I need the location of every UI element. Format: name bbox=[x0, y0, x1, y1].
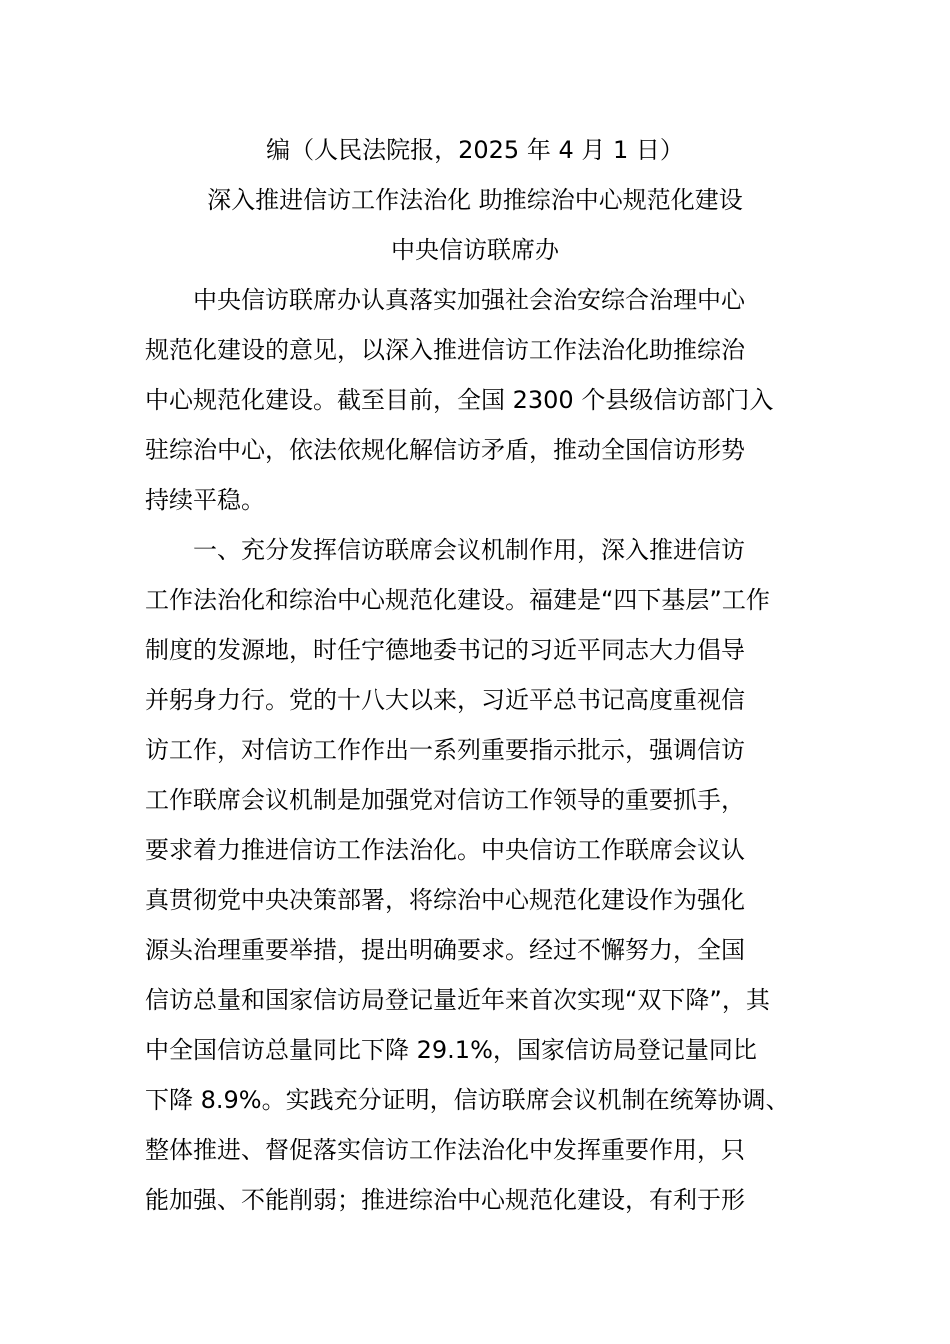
text-line: 中央信访联席办认真落实加强社会治安综合治理中心 bbox=[193, 286, 745, 314]
author-line: 中央信访联席办 bbox=[391, 236, 559, 264]
text-line: 规范化建设的意见，以深入推进信访工作法治化助推综治 bbox=[145, 336, 745, 364]
text-line: 一、充分发挥信访联席会议机制作用，深入推进信访 bbox=[193, 536, 745, 564]
text-line: 能加强、不能削弱；推进综治中心规范化建设，有利于形 bbox=[145, 1186, 745, 1214]
text-line: 整体推进、督促落实信访工作法治化中发挥重要作用，只 bbox=[145, 1136, 745, 1164]
text-line: 驻综治中心，依法依规化解信访矛盾，推动全国信访形势 bbox=[145, 436, 745, 464]
text-line: 信访总量和国家信访局登记量近年来首次实现“双下降”，其 bbox=[145, 986, 770, 1014]
text-line: 持续平稳。 bbox=[145, 486, 265, 514]
text-line: 下降 8.9%。实践充分证明，信访联席会议机制在统筹协调、 bbox=[145, 1086, 790, 1114]
text-line: 要求着力推进信访工作法治化。中央信访工作联席会议认 bbox=[145, 836, 745, 864]
text-line: 中心规范化建设。截至目前，全国 2300 个县级信访部门入 bbox=[145, 386, 774, 414]
text-line: 制度的发源地，时任宁德地委书记的习近平同志大力倡导 bbox=[145, 636, 745, 664]
text-line: 访工作，对信访工作作出一系列重要指示批示，强调信访 bbox=[145, 736, 745, 764]
text-line: 并躬身力行。党的十八大以来，习近平总书记高度重视信 bbox=[145, 686, 745, 714]
text-line: 中全国信访总量同比下降 29.1%，国家信访局登记量同比 bbox=[145, 1036, 757, 1064]
text-line: 工作联席会议机制是加强党对信访工作领导的重要抓手， bbox=[145, 786, 745, 814]
text-line: 真贯彻党中央决策部署，将综治中心规范化建设作为强化 bbox=[145, 886, 745, 914]
article-title: 深入推进信访工作法治化 助推综治中心规范化建设 bbox=[207, 186, 743, 214]
source-line: 编（人民法院报，2025 年 4 月 1 日） bbox=[266, 136, 684, 164]
text-line: 工作法治化和综治中心规范化建设。福建是“四下基层”工作 bbox=[145, 586, 770, 614]
text-line: 源头治理重要举措，提出明确要求。经过不懈努力，全国 bbox=[145, 936, 745, 964]
